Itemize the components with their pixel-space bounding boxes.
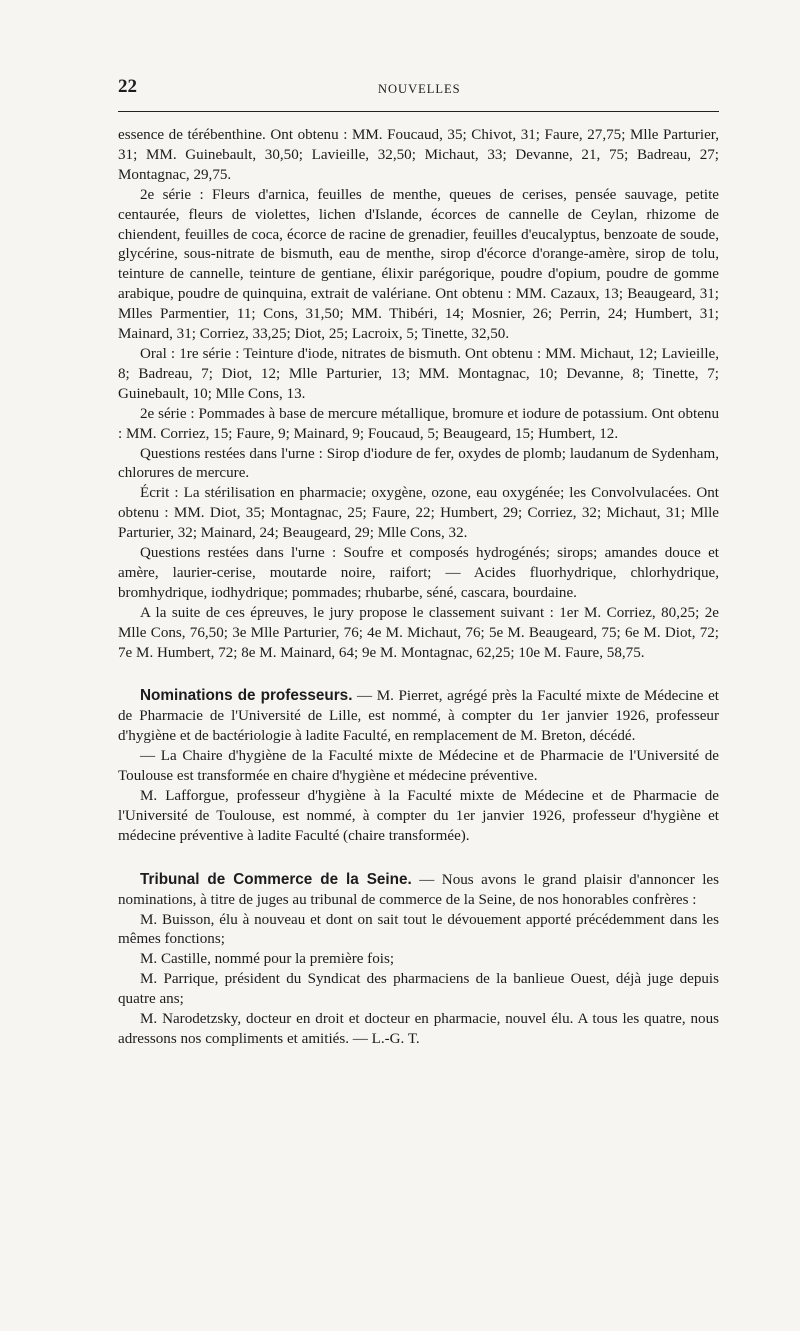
paragraph-text: 2e série : Fleurs d'arnica, feuilles de menthe, queues de cerises, pensée sauvage, petite centaurée, fleurs de violettes, lichen d'Islande, écorces de cannelle de Ceylan, rhizome de chiendent, feuilles de coca, écorce de racine de grenadier, feuilles d'eucalyptus, benzoate de soude, glycérine, sous-nitrate de bismuth, eau de menthe, sirop d'écorce d'orange-amère, sirop de tolu, teinture de cannelle, teinture de gentiane, élixir parégorique, poudre d'opium, poudre de gomme arabique, poudre de quinquina, extrait de valériane. Ont obtenu : MM. Cazaux, 13; Beaugeard, 31; Mlles Parmentier, 11; Cons, 31,50; MM. Thibéri, 14; Mosnier, 26; Perrin, 24; Humbert, 31; Mainard, 31; Corriez, 33,25; Diot, 25; Lacroix, 5; Tinette, 32,50. (118, 186, 719, 343)
paragraph-text: — Nous avons le grand plaisir d'annoncer les nominations, à titre de juges au tribunal de commerce de la Seine, de nos honorables confrères : (118, 871, 719, 908)
paragraph (118, 604, 719, 664)
paragraph (118, 911, 719, 951)
paragraph-text: M. Narodetzsky, docteur en droit et docteur en pharmacie, nouvel élu. A tous les quatre, nous adressons nos compliments et amitiés. — L.-G. T. (118, 1011, 719, 1047)
paragraph-text: Écrit : La stérilisation en pharmacie; oxygène, ozone, eau oxygénée; les Convolvulacées. Ont obtenu : MM. Diot, 35; Montagnac, 25; Faure, 22; Humbert, 29; Corriez, 32; Michaut, 31; Mlle Parturier, 32; Mainard, 24; Beaugeard, 29; Mlle Cons, 32. (118, 485, 719, 542)
paragraph-text: Oral : 1re série : Teinture d'iode, nitrates de bismuth. Ont obtenu : MM. Michaut, 12; Lavieille, 8; Badreau, 7; Diot, 12; Mlle Parturier, 13; MM. Montagnac, 10; Devanne, 8; Tinette, 7; Guinebault, 10; Mlle Cons, 13. (118, 345, 719, 402)
running-title: NOUVELLES (378, 82, 461, 96)
paragraph (118, 686, 719, 747)
paragraph (118, 186, 719, 345)
paragraph (118, 405, 719, 445)
paragraph (118, 747, 719, 787)
section-gap (118, 663, 719, 686)
paragraph-text: essence de térébenthine. Ont obtenu : MM. Foucaud, 35; Chivot, 31; Faure, 27,75; Mlle Parturier, 31; MM. Guinebault, 30,50; Lavieille, 32,50; Michaut, 33; Devanne, 21, 75; Badreau, 27; Montagnac, 29,75. (118, 127, 719, 183)
page-number: 22 (118, 76, 137, 97)
paragraph (118, 950, 719, 970)
paragraph-text: — La Chaire d'hygiène de la Faculté mixte de Médecine et de Pharmacie de l'Université de Toulouse est transformée en chaire d'hygiène et médecine préventive. (118, 748, 719, 785)
paragraph (118, 445, 719, 485)
paragraph-text: M. Buisson, élu à nouveau et dont on sait tout le dévouement apporté précédemment dans les mêmes fonctions; (118, 911, 719, 948)
paragraph (118, 970, 719, 1010)
paragraph-text: A la suite de ces épreuves, le jury propose le classement suivant : 1er M. Corriez, 80,25; 2e Mlle Cons, 76,50; 3e Mlle Parturier, 76; 4e M. Michaut, 76; 5e M. Beaugeard, 75; 6e M. Diot, 72; 7e M. Humbert, 72; 8e M. Mainard, 64; 9e M. Montagnac, 62,25; 10e M. Faure, 58,75. (118, 604, 719, 661)
section-title: Nominations de professeurs. (140, 687, 353, 705)
paragraph-text: M. Lafforgue, professeur d'hygiène à la Faculté mixte de Médecine et de Pharmacie de l'Université de Toulouse, est nommé, à compter du 1er janvier 1926, professeur d'hygiène et médecine préventive à ladite Faculté (chaire transformée). (118, 788, 719, 844)
header-rule (118, 111, 719, 112)
paragraph-text: Questions restées dans l'urne : Soufre et composés hydrogénés; sirops; amandes douce et amère, laurier-cerise, moutarde noire, raifort; — Acides fluorhydrique, chlorhydrique, bromhydrique, iodhydrique; pommades; rhubarbe, séné, cascara, bourdaine. (118, 545, 719, 601)
paragraph (118, 126, 719, 186)
section-title: Tribunal de Commerce de la Seine. (140, 870, 412, 888)
paragraph (118, 484, 719, 544)
page-header (118, 76, 719, 102)
section-gap (118, 847, 719, 870)
paragraph (118, 870, 719, 911)
article-body (118, 126, 719, 1050)
paragraph (118, 1010, 719, 1050)
paragraph-text: — M. Pierret, agrégé près la Faculté mixte de Médecine et de Pharmacie de l'Université de Lille, est nommé, à compter du 1er janvier 1926, professeur d'hygiène et de bactériologie à ladite Faculté, en remplacement de M. Breton, décédé. (118, 688, 719, 745)
paragraph-text: M. Castille, nommé pour la première fois; (140, 951, 395, 968)
paragraph-text: 2e série : Pommades à base de mercure métallique, bromure et iodure de potassium. Ont obtenu : MM. Corriez, 15; Faure, 9; Mainard, 9; Foucaud, 5; Beaugeard, 15; Humbert, 12. (118, 405, 719, 442)
paragraph-text: M. Parrique, président du Syndicat des pharmaciens de la banlieue Ouest, déjà juge depuis quatre ans; (118, 971, 719, 1008)
paragraph (118, 544, 719, 604)
paragraph (118, 787, 719, 847)
paragraph-text: Questions restées dans l'urne : Sirop d'iodure de fer, oxydes de plomb; laudanum de Sydenham, chlorures de mercure. (118, 445, 719, 482)
paragraph (118, 345, 719, 405)
